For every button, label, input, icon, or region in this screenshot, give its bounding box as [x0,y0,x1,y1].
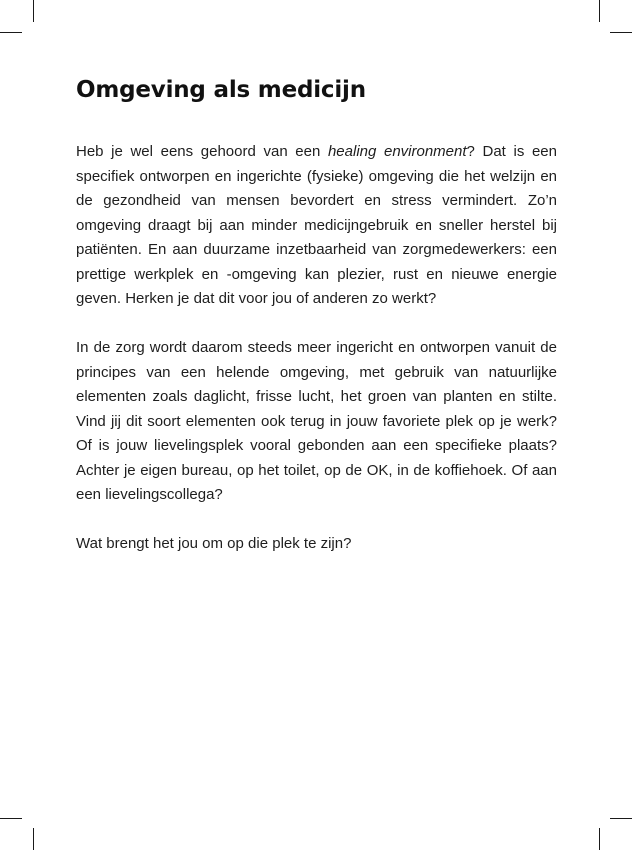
paragraph-intro-rest: ? Dat is een specifiek ontworpen en ingerichte (fysieke) omgeving die het welzijn en de gezondheid van mensen bevordert en stress vermindert. Zo’n omgeving draagt bij aan minder medicijngebruik en sneller herstel bij patiënten. En aan duurzame inzetbaarheid van zorgmedewerkers: een prettige werkplek en -omgeving kan plezier, rust en nieuwe energie geven. Herken je dat dit voor jou of anderen zo werkt? [76,143,557,307]
paragraph-intro [76,140,557,312]
crop-mark-top-right-horizontal [610,32,632,33]
paragraph-intro-start: Heb je wel eens gehoord van een [76,143,328,160]
crop-mark-bottom-right-horizontal [610,818,632,819]
article [76,74,557,581]
paragraph-question: Wat brengt het jou om op die plek te zijn? [76,535,352,552]
crop-mark-top-right-vertical [599,0,600,22]
crop-mark-top-left-horizontal [0,32,22,33]
crop-mark-bottom-left-vertical [33,828,34,850]
crop-mark-bottom-right-vertical [599,828,600,850]
crop-mark-bottom-left-horizontal [0,818,22,819]
crop-mark-top-left-vertical [33,0,34,22]
paragraph-care: In de zorg wordt daarom steeds meer ingericht en ontworpen vanuit de principes van een helende omgeving, met gebruik van natuurlijke elementen zoals daglicht, frisse lucht, het groen van planten en stilte. Vind jij dit soort elementen ook terug in jouw favoriete plek op je werk? Of is jouw lievelingsplek vooral gebonden aan een specifieke plaats? Achter je eigen bureau, op het toilet, op de OK, in de koffiehoek. Of aan een lievelingscollega? [76,339,557,503]
page-title: Omgeving als medicijn [76,77,366,103]
healing-environment-term: healing environment [327,143,467,160]
